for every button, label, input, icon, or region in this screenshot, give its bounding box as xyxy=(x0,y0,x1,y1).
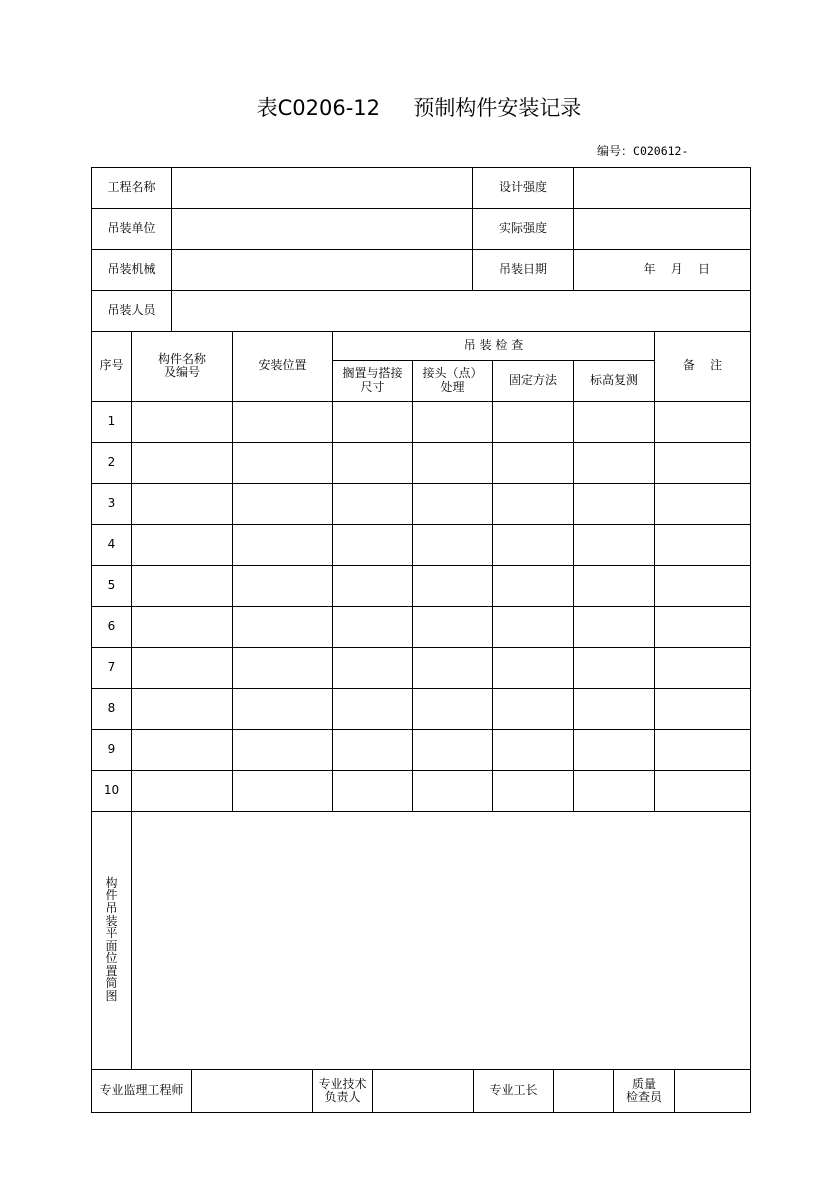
remarks-cell[interactable] xyxy=(655,483,751,524)
col-bearing-header: 搁置与搭接 尺寸 xyxy=(333,360,413,401)
inspector-label: 质量 检查员 xyxy=(614,1070,675,1112)
tech-lead-signature[interactable] xyxy=(373,1070,474,1112)
position-cell[interactable] xyxy=(233,483,333,524)
joint-cell[interactable] xyxy=(413,606,493,647)
row-seq: 5 xyxy=(92,565,132,606)
remarks-cell[interactable] xyxy=(655,770,751,811)
bearing-cell[interactable] xyxy=(333,688,413,729)
table-row xyxy=(92,565,751,606)
remarks-cell[interactable] xyxy=(655,688,751,729)
component-cell[interactable] xyxy=(132,688,233,729)
component-cell[interactable] xyxy=(132,647,233,688)
remarks-cell[interactable] xyxy=(655,442,751,483)
joint-cell[interactable] xyxy=(413,770,493,811)
col-position-header: 安装位置 xyxy=(233,331,333,401)
joint-cell[interactable] xyxy=(413,688,493,729)
row-seq: 2 xyxy=(92,442,132,483)
remarks-cell[interactable] xyxy=(655,524,751,565)
fixing-cell[interactable] xyxy=(493,606,574,647)
bearing-cell[interactable] xyxy=(333,524,413,565)
layout-diagram-area[interactable] xyxy=(132,811,751,1069)
lifting-date-field[interactable]: 年 月 日 xyxy=(574,250,751,291)
position-cell[interactable] xyxy=(233,729,333,770)
foreman-label: 专业工长 xyxy=(474,1070,554,1112)
fixing-cell[interactable] xyxy=(493,524,574,565)
position-cell[interactable] xyxy=(233,565,333,606)
lifting-date-label: 吊装日期 xyxy=(473,250,574,291)
remarks-cell[interactable] xyxy=(655,565,751,606)
fixing-cell[interactable] xyxy=(493,770,574,811)
form-number-value: C020612- xyxy=(633,144,689,158)
signature-table xyxy=(91,1070,751,1113)
inspector-signature[interactable] xyxy=(675,1070,751,1112)
fixing-cell[interactable] xyxy=(493,442,574,483)
remarks-cell[interactable] xyxy=(655,647,751,688)
table-row xyxy=(92,729,751,770)
fixing-cell[interactable] xyxy=(493,729,574,770)
lifting-unit-label: 吊装单位 xyxy=(92,209,172,250)
elevation-cell[interactable] xyxy=(574,442,655,483)
supervisor-label: 专业监理工程师 xyxy=(92,1070,192,1112)
bearing-cell[interactable] xyxy=(333,770,413,811)
col-remarks-header: 备 注 xyxy=(655,331,751,401)
col-joint-header: 接头（点） 处理 xyxy=(413,360,493,401)
page-title: 表C0206-12 预制构件安装记录 xyxy=(256,96,582,120)
component-cell[interactable] xyxy=(132,483,233,524)
actual-strength-label: 实际强度 xyxy=(473,209,574,250)
bearing-cell[interactable] xyxy=(333,647,413,688)
position-cell[interactable] xyxy=(233,647,333,688)
row-seq: 10 xyxy=(92,770,132,811)
row-seq: 3 xyxy=(92,483,132,524)
table-row xyxy=(92,770,751,811)
elevation-cell[interactable] xyxy=(574,524,655,565)
bearing-cell[interactable] xyxy=(333,729,413,770)
joint-cell[interactable] xyxy=(413,729,493,770)
diagram-label-cell xyxy=(92,811,132,1069)
row-seq: 8 xyxy=(92,688,132,729)
row-seq: 4 xyxy=(92,524,132,565)
remarks-cell[interactable] xyxy=(655,401,751,442)
joint-cell[interactable] xyxy=(413,565,493,606)
position-cell[interactable] xyxy=(233,770,333,811)
table-row xyxy=(92,524,751,565)
joint-cell[interactable] xyxy=(413,442,493,483)
project-name-field[interactable] xyxy=(172,168,473,209)
col-inspection-header: 吊 装 检 查 xyxy=(333,331,655,360)
project-info-table xyxy=(91,167,751,332)
form-number xyxy=(597,142,688,159)
lifting-machinery-label: 吊装机械 xyxy=(92,250,172,291)
lifting-machinery-field[interactable] xyxy=(172,250,473,291)
joint-cell[interactable] xyxy=(413,647,493,688)
component-cell[interactable] xyxy=(132,606,233,647)
bearing-cell[interactable] xyxy=(333,606,413,647)
fixing-cell[interactable] xyxy=(493,483,574,524)
bearing-cell[interactable] xyxy=(333,565,413,606)
table-row xyxy=(92,647,751,688)
design-strength-label: 设计强度 xyxy=(473,168,574,209)
elevation-cell[interactable] xyxy=(574,770,655,811)
remarks-cell[interactable] xyxy=(655,729,751,770)
elevation-cell[interactable] xyxy=(574,401,655,442)
fixing-cell[interactable] xyxy=(493,565,574,606)
row-seq: 6 xyxy=(92,606,132,647)
row-seq: 9 xyxy=(92,729,132,770)
lifting-unit-field[interactable] xyxy=(172,209,473,250)
bearing-cell[interactable] xyxy=(333,483,413,524)
design-strength-field[interactable] xyxy=(574,168,751,209)
table-row xyxy=(92,442,751,483)
tech-lead-label: 专业技术 负责人 xyxy=(313,1070,373,1112)
table-row xyxy=(92,688,751,729)
col-component-header: 构件名称 及编号 xyxy=(132,331,233,401)
foreman-signature[interactable] xyxy=(554,1070,614,1112)
fixing-cell[interactable] xyxy=(493,688,574,729)
row-seq: 7 xyxy=(92,647,132,688)
position-cell[interactable] xyxy=(233,606,333,647)
elevation-cell[interactable] xyxy=(574,606,655,647)
joint-cell[interactable] xyxy=(413,483,493,524)
elevation-cell[interactable] xyxy=(574,647,655,688)
lifting-personnel-field[interactable] xyxy=(172,291,751,332)
table-row xyxy=(92,483,751,524)
actual-strength-field[interactable] xyxy=(574,209,751,250)
fixing-cell[interactable] xyxy=(493,647,574,688)
joint-cell[interactable] xyxy=(413,524,493,565)
table-row xyxy=(92,606,751,647)
lifting-personnel-label: 吊装人员 xyxy=(92,291,172,332)
position-cell[interactable] xyxy=(233,442,333,483)
form-number-label: 编号： xyxy=(597,144,634,158)
col-seq-header: 序号 xyxy=(92,331,132,401)
fixing-cell[interactable] xyxy=(493,401,574,442)
supervisor-signature[interactable] xyxy=(192,1070,313,1112)
bearing-cell[interactable] xyxy=(333,401,413,442)
diagram-label: 构件吊装平面位置简图 xyxy=(105,875,118,1004)
component-cell[interactable] xyxy=(132,565,233,606)
component-cell[interactable] xyxy=(132,524,233,565)
elevation-cell[interactable] xyxy=(574,688,655,729)
position-cell[interactable] xyxy=(233,524,333,565)
elevation-cell[interactable] xyxy=(574,483,655,524)
joint-cell[interactable] xyxy=(413,401,493,442)
remarks-cell[interactable] xyxy=(655,606,751,647)
elevation-cell[interactable] xyxy=(574,565,655,606)
col-elevation-header: 标高复测 xyxy=(574,360,655,401)
component-cell[interactable] xyxy=(132,401,233,442)
component-cell[interactable] xyxy=(132,442,233,483)
position-cell[interactable] xyxy=(233,688,333,729)
row-seq: 1 xyxy=(92,401,132,442)
component-cell[interactable] xyxy=(132,770,233,811)
position-cell[interactable] xyxy=(233,401,333,442)
bearing-cell[interactable] xyxy=(333,442,413,483)
elevation-cell[interactable] xyxy=(574,729,655,770)
table-row xyxy=(92,401,751,442)
col-fixing-header: 固定方法 xyxy=(493,360,574,401)
installation-record-table xyxy=(91,331,751,1070)
component-cell[interactable] xyxy=(132,729,233,770)
project-name-label: 工程名称 xyxy=(92,168,172,209)
